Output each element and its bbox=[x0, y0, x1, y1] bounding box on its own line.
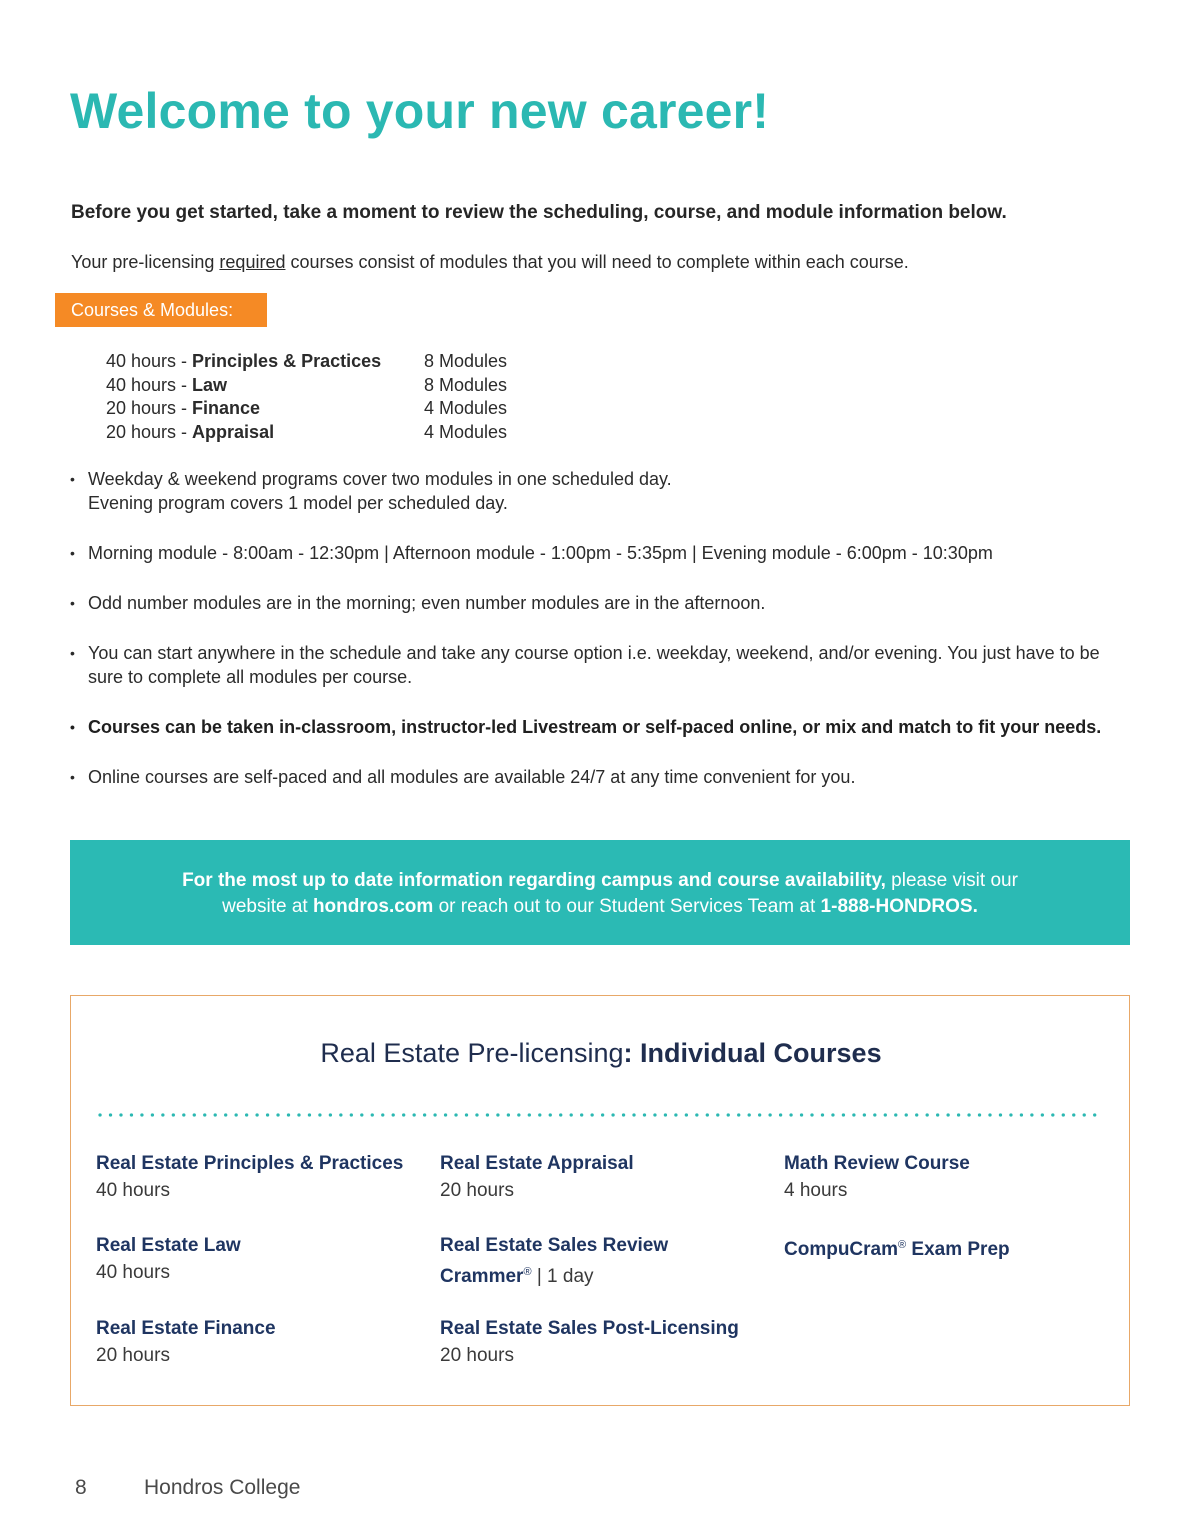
intro-heading: Before you get started, take a moment to review the scheduling, course, and module information below. bbox=[71, 202, 1007, 223]
course-item-hours: 40 hours bbox=[96, 1180, 170, 1201]
course-item-name-b: Exam Prep bbox=[906, 1239, 1010, 1260]
registered-mark: ® bbox=[898, 1239, 907, 1251]
bullet-delivery-options: • Courses can be taken in-classroom, instructor-led Livestream or self-paced online, or mix and match to fit your needs. bbox=[70, 715, 1130, 739]
course-hours: 40 hours - bbox=[106, 351, 193, 371]
course-modules: 8 Modules bbox=[424, 374, 508, 395]
course-item bbox=[440, 1232, 668, 1290]
course-item bbox=[96, 1232, 241, 1286]
course-row bbox=[106, 397, 508, 421]
banner-line2 bbox=[70, 894, 1130, 920]
course-modules: 8 Modules bbox=[424, 351, 508, 371]
title-bold: : Individual Courses bbox=[623, 1038, 882, 1068]
course-item-name: Real Estate Finance bbox=[96, 1318, 276, 1339]
intro-text bbox=[71, 252, 909, 273]
banner-line1 bbox=[70, 868, 1130, 894]
course-item-name bbox=[784, 1232, 1010, 1263]
course-hours: 20 hours - bbox=[106, 421, 193, 442]
course-item-name: Real Estate Appraisal bbox=[440, 1153, 634, 1174]
footer-college-name: Hondros College bbox=[144, 1476, 301, 1499]
individual-courses-title bbox=[71, 1038, 1131, 1069]
bullet-module-times: • Morning module - 8:00am - 12:30pm | Afternoon module - 1:00pm - 5:35pm | Evening module - 6:00pm - 10:30pm bbox=[70, 541, 1130, 565]
course-name: Law bbox=[192, 374, 228, 395]
course-item-name: Real Estate Sales Post-Licensing bbox=[440, 1318, 739, 1339]
title-plain: Real Estate Pre-licensing bbox=[320, 1038, 624, 1068]
intro-text-after: courses consist of modules that you will need to complete within each course. bbox=[285, 252, 909, 272]
website-link[interactable]: hondros.com bbox=[312, 896, 434, 917]
course-row bbox=[106, 421, 508, 445]
bullet-odd-even: • Odd number modules are in the morning; even number modules are in the afternoon. bbox=[70, 591, 1130, 615]
course-item bbox=[96, 1150, 403, 1204]
course-item-name: Real Estate Sales Review bbox=[440, 1235, 669, 1256]
page-title: Welcome to your new career! bbox=[70, 83, 770, 139]
course-hours: 40 hours - bbox=[106, 374, 193, 395]
course-item-hours: 20 hours bbox=[96, 1345, 170, 1366]
banner-bold: For the most up to date information regarding campus and course availability, bbox=[182, 870, 886, 891]
course-item bbox=[96, 1315, 276, 1369]
course-item-duration: | 1 day bbox=[531, 1266, 594, 1287]
course-item-name: Real Estate Law bbox=[96, 1235, 241, 1256]
bullet-program-coverage bbox=[70, 467, 1130, 515]
registered-mark: ® bbox=[523, 1266, 532, 1278]
dotted-divider bbox=[97, 1112, 1105, 1118]
course-item-hours: 20 hours bbox=[440, 1345, 514, 1366]
intro-text-underlined: required bbox=[219, 252, 286, 272]
individual-courses-box bbox=[70, 995, 1130, 1406]
bullet-program-coverage-line1: • Weekday & weekend programs cover two modules in one scheduled day. bbox=[88, 469, 672, 489]
course-item bbox=[440, 1315, 739, 1369]
course-item-name: Real Estate Principles & Practices bbox=[96, 1153, 404, 1174]
course-item-name: Math Review Course bbox=[784, 1153, 970, 1174]
course-name: Appraisal bbox=[192, 421, 275, 442]
course-item-hours: 40 hours bbox=[96, 1262, 170, 1283]
course-name: Finance bbox=[192, 398, 261, 418]
bullet-start-anywhere: • You can start anywhere in the schedule and take any course option i.e. weekday, weekend, and/or evening. You just have to be sure to complete all modules per course. bbox=[70, 641, 1130, 689]
course-hours: 20 hours - bbox=[106, 398, 193, 418]
course-item-name-cont bbox=[440, 1259, 668, 1290]
course-item-name-line2: Crammer bbox=[440, 1266, 524, 1287]
intro-text-before: Your pre-licensing bbox=[71, 252, 220, 272]
bullet-online-courses: • Online courses are self-paced and all modules are available 24/7 at any time convenient for you. bbox=[70, 765, 1130, 789]
course-item-hours: 4 hours bbox=[784, 1180, 848, 1201]
course-modules: 4 Modules bbox=[424, 421, 508, 442]
course-name: Principles & Practices bbox=[192, 351, 382, 371]
course-item bbox=[784, 1150, 970, 1204]
course-row bbox=[106, 350, 508, 374]
phone-number[interactable]: 1-888-HONDROS. bbox=[820, 896, 978, 917]
page-number: 8 bbox=[75, 1476, 87, 1499]
courses-modules-badge: Courses & Modules: bbox=[55, 293, 267, 327]
course-item bbox=[784, 1232, 1010, 1263]
course-row bbox=[106, 374, 508, 398]
course-module-table bbox=[106, 350, 508, 444]
banner-text: or reach out to our Student Services Team at bbox=[433, 896, 821, 917]
bullet-program-coverage-line2: Evening program covers 1 model per scheduled day. bbox=[88, 493, 508, 513]
course-item bbox=[440, 1150, 634, 1204]
info-bullet-list bbox=[70, 467, 1130, 815]
course-item-name-a: CompuCram bbox=[784, 1239, 899, 1260]
contact-banner bbox=[70, 840, 1130, 945]
banner-text: please visit our bbox=[885, 870, 1018, 891]
course-modules: 4 Modules bbox=[424, 398, 508, 418]
course-item-hours: 20 hours bbox=[440, 1180, 514, 1201]
banner-text: website at bbox=[222, 896, 313, 917]
